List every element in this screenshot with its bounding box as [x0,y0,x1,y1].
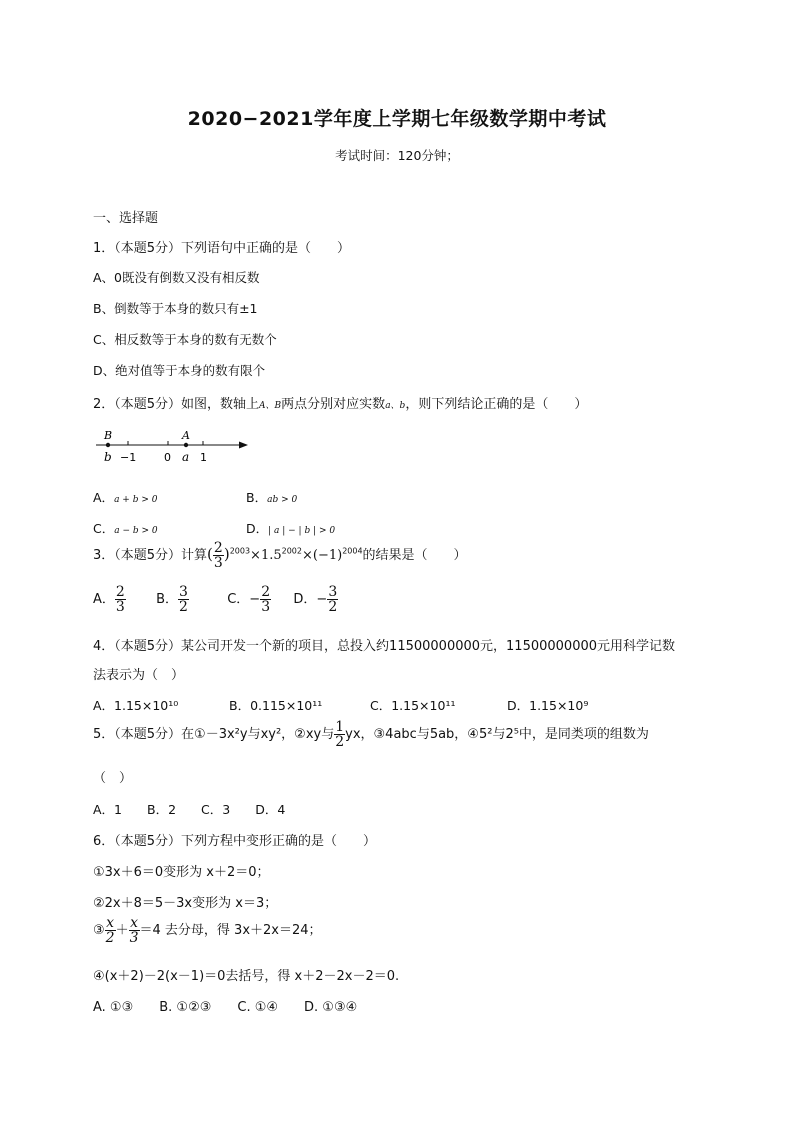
q4-stem-line1: 4．（本题5分）某公司开发一个新的项目，总投入约11500000000元，11500000000元用科学记数 [93,639,676,654]
q3-option-c-label: C．− [227,592,261,607]
q2-stem [93,393,587,412]
q3-stem-suffix: 的结果是（ ） [362,548,467,563]
q3-a-num: 2 [115,584,125,600]
q2-option-d-expr: | a | − | b | > 0 [268,526,336,536]
q4-option-d: D．1.15×10⁹ [507,698,589,713]
label-one: 1 [200,451,207,464]
q3-b-num: 3 [179,584,188,600]
q3-option-a-frac [115,585,126,614]
q6-frac1-num: x [106,915,115,931]
q3-option-b-frac [178,585,189,614]
q3-exp-1: 2003 [229,546,251,556]
q3-option-c-frac [260,585,271,614]
q3-b-den: 2 [179,599,188,615]
q3-option-a-label: A． [93,592,115,607]
label-point-b: B [104,429,113,442]
q3-option-d-label: D．− [293,592,328,607]
q3-c-num: 2 [261,584,271,600]
q2-option-b-label: B． [246,490,268,505]
number-line-figure [90,426,260,466]
q6-item-3 [93,916,322,945]
q6-item-2: ②2x＋8＝5－3x变形为 x＝3； [93,896,278,911]
q4-option-a: A．1.15×10¹⁰ [93,698,179,713]
q3-options [93,585,338,614]
q3-c-den: 3 [261,599,271,615]
q3-d-num: 3 [328,584,338,600]
q3-exp-2: 2002 [281,546,302,556]
label-point-a: A [182,429,190,442]
q6-item-3-frac-1 [105,916,116,945]
q6-item-3-rest: ＝4 去分母，得 3x＋2x＝24； [139,923,322,938]
q1-option-d: D、绝对值等于本身的数有限个 [93,363,266,378]
q2-stem-mid: 两点分别对应实数 [281,397,386,412]
q5-stem-part2: yx，③4abc与5ab，④5²与2⁵中，是同类项的组数为 [345,727,649,742]
q1-option-a: A、0既没有倒数又没有相反数 [93,270,260,285]
q5-fraction [334,720,345,749]
q2-stem-suffix: ，则下列结论正确的是（ ） [405,397,588,412]
q6-frac1-den: 2 [105,930,115,946]
q5-stem [93,720,649,749]
point-a-dot [184,443,188,447]
q2-option-c-label: C． [93,521,115,536]
q3-term-3: ×(−1) [301,548,343,563]
q5-options: A．1 B．2 C．3 D．4 [93,802,286,817]
q2-option-d-label: D． [246,521,269,536]
q2-vars: a、b [385,401,406,411]
q1-option-b: B、倒数等于本身的数只有±1 [93,301,258,316]
q2-option-b-expr: ab > 0 [267,495,298,505]
q3-stem: 3．（本题5分）计算( $\frac{2}{3}$ )$^{2003}\times 1.5^{2002}\times(-1)^{2004}$的结果是（ ） [93,540,467,571]
q3-fraction [213,541,224,570]
q6-frac2-den: 3 [129,930,139,946]
q5-fraction-den: 2 [335,734,345,750]
q2-option-a [93,488,157,506]
q6-frac2-num: x [130,915,138,931]
q3-a-den: 3 [115,599,125,615]
q3-fraction-den: 3 [213,555,223,571]
q2-option-b [246,488,297,506]
q3-exp-3: 2004 [342,546,363,556]
q3-stem-prefix: 3．（本题5分）计算 [93,548,208,563]
label-b: b [104,450,112,464]
q5-stem-line2: （ ） [93,771,133,786]
number-line-arrow [239,442,248,449]
label-zero: 0 [164,451,171,464]
q2-option-a-label: A． [93,490,115,505]
q6-options: A. ①③ B. ①②③ C. ①④ D. ①③④ [93,1000,358,1015]
q3-option-d-frac [327,585,338,614]
q6-item-3-frac-2 [129,916,140,945]
q5-stem-part1: 5．（本题5分）在①－3x²y与xy²，②xy与 [93,727,335,742]
point-b-dot [106,443,110,447]
q3-d-den: 2 [328,599,338,615]
q4-option-b: B．0.115×10¹¹ [229,698,323,713]
q4-option-c: C．1.15×10¹¹ [370,698,456,713]
q5-fraction-num: 1 [335,719,345,735]
q2-option-c-expr: a − b > 0 [114,526,158,536]
q6-item-3-marker: ③ [93,923,105,938]
q3-option-b-label: B． [156,592,179,607]
page-title: 2020−2021学年度上学期七年级数学期中考试 [187,108,607,130]
q2-option-a-expr: a + b > 0 [114,495,158,505]
q2-option-d [246,519,335,537]
q2-points: A、B [259,401,282,411]
exam-time: 考试时间：120分钟； [335,148,459,163]
q1-option-c: C、相反数等于本身的数有无数个 [93,332,277,347]
q1-stem: 1．（本题5分）下列语句中正确的是（ ） [93,241,351,256]
q6-item-4: ④(x＋2)－2(x－1)＝0去括号，得 x＋2－2x－2＝0. [93,969,400,984]
q3-fraction-num: 2 [213,540,223,556]
label-minus-one: −1 [120,451,137,464]
q2-stem-prefix: 2．（本题5分）如图，数轴上 [93,397,260,412]
section-heading: 一、选择题 [93,211,159,226]
q6-item-3-plus: ＋ [115,923,129,938]
label-a: a [182,450,190,464]
q6-stem: 6．（本题5分）下列方程中变形正确的是（ ） [93,834,377,849]
q4-stem-line2: 法表示为（ ） [93,668,185,683]
q6-item-1: ①3x＋6＝0变形为 x＋2＝0； [93,865,270,880]
q3-term-2: ×1.5 [250,548,282,563]
q2-option-c [93,519,158,537]
